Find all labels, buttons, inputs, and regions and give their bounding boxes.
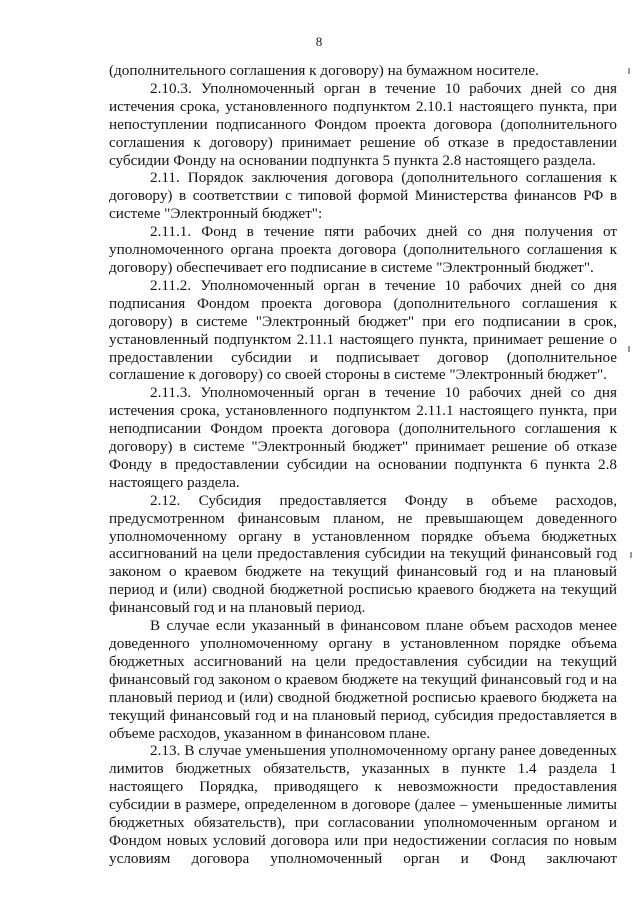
paragraph-2-10-3: 2.10.3. Уполномоченный орган в течение 10 рабочих дней со дня истечения срока, установленного подпунктом 2.10.1 настоящего пункта, при непоступлении подписанного Фондом проекта договора (дополнительного соглашения к договору) принимает решение об отказе в предоставлении субсидии Фонду на основании подпункта 5 пункта 2.8 настоящего раздела. bbox=[109, 79, 617, 169]
paragraph-2-11-2: 2.11.2. Уполномоченный орган в течение 10 рабочих дней со дня подписания Фондом проекта договора (дополнительного соглашения к договору) в системе "Электронный бюджет" при его подписании в срок, установленный подпунктом 2.11.1 настоящего пункта, принимает решение о предоставлении субсидии и подписывает договор (дополнительное соглашение к договору) со своей стороны в системе "Электронный бюджет". bbox=[109, 276, 617, 384]
scan-margin-mark bbox=[628, 68, 630, 74]
page-number: 8 bbox=[315, 34, 323, 49]
document-body bbox=[109, 62, 617, 868]
paragraph-2-13: 2.13. В случае уменьшения уполномоченному органу ранее доведенных лимитов бюджетных обязательств, указанных в пункте 1.4 раздела 1 настоящего Порядка, приводящего к невозможности предоставления субсидии в размере, определенном в договоре (далее – уменьшенные лимиты бюджетных обязательств), при согласовании уполномоченным органом и Фондом новых условий договора или при недостижении согласия по новым условиям договора уполномоченный орган и Фонд заключают bbox=[109, 742, 617, 867]
paragraph-2-12-continued: В случае если указанный в финансовом плане объем расходов менее доведенного уполномоченному органу в установленном порядке объема бюджетных ассигнований на цели предоставления субсидии на текущий финансовый год законом о краевом бюджете на текущий финансовый год и на плановый период и (или) сводной бюджетной росписью краевого бюджета на текущий финансовый год и на плановый период, субсидия предоставляется в объеме расходов, указанном в финансовом плане. bbox=[109, 617, 617, 742]
paragraph-continuation: (дополнительного соглашения к договору) на бумажном носителе. bbox=[109, 62, 539, 79]
paragraph-2-11: 2.11. Порядок заключения договора (дополнительного соглашения к договору) в соответствии с типовой формой Министерства финансов РФ в системе "Электронный бюджет": bbox=[109, 169, 617, 223]
scan-margin-mark bbox=[628, 346, 630, 352]
paragraph-2-11-3: 2.11.3. Уполномоченный орган в течение 10 рабочих дней со дня истечения срока, установленного подпунктом 2.11.1 настоящего пункта, при неподписании Фондом проекта договора (дополнительного соглашения к договору) в системе "Электронный бюджет" принимает решение об отказе Фонду в предоставлении субсидии на основании подпункта 6 пункта 2.8 настоящего раздела. bbox=[109, 384, 617, 491]
paragraph-2-11-1: 2.11.1. Фонд в течение пяти рабочих дней со дня получения от уполномоченного органа проекта договора (дополнительного соглашения к договору) обеспечивает его подписание в системе "Электронный бюджет". bbox=[109, 223, 617, 276]
scan-margin-mark bbox=[630, 552, 632, 558]
paragraph-2-12: 2.12. Субсидия предоставляется Фонду в объеме расходов, предусмотренном финансовым планом, не превышающем доведенного уполномоченному органу в установленном порядке объема бюджетных ассигнований на цели предоставления субсидии на текущий финансовый год законом о краевом бюджете на текущий финансовый год и на плановый период и (или) сводной бюджетной росписью краевого бюджета на текущий финансовый год и на плановый период. bbox=[109, 491, 617, 617]
